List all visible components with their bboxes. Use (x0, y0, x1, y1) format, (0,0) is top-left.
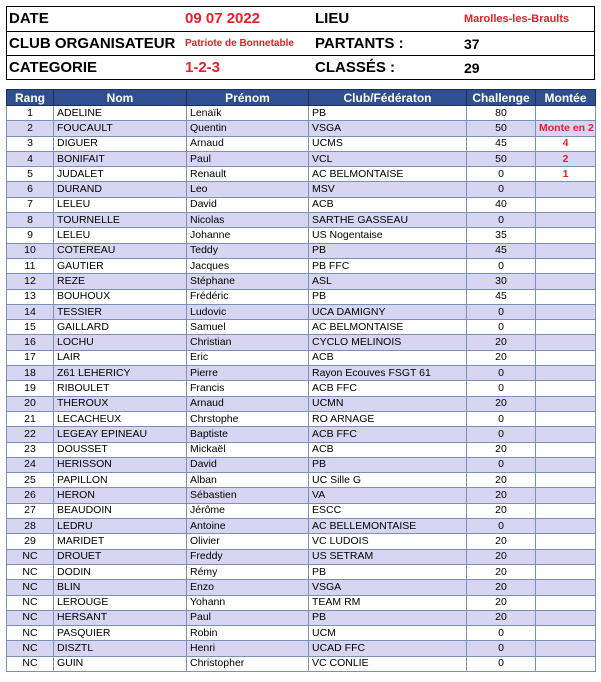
cell-rang: NC (7, 626, 54, 641)
cell-rang: 15 (7, 320, 54, 335)
cell-montee (536, 289, 596, 304)
cell-montee (536, 228, 596, 243)
column-header-challenge: Challenge (467, 90, 536, 106)
cell-rang: 21 (7, 411, 54, 426)
cell-nom: TESSIER (54, 304, 187, 319)
cell-challenge: 0 (467, 427, 536, 442)
cell-montee (536, 258, 596, 273)
cell-nom: HERSANT (54, 610, 187, 625)
cell-rang: NC (7, 656, 54, 671)
cell-prenom: Arnaud (187, 396, 309, 411)
cell-prenom: Jacques (187, 258, 309, 273)
table-row (7, 182, 596, 197)
cell-rang: 12 (7, 274, 54, 289)
cell-prenom: Ludovic (187, 304, 309, 319)
cell-rang: 25 (7, 473, 54, 488)
cell-prenom: Samuel (187, 320, 309, 335)
cell-nom: LECACHEUX (54, 411, 187, 426)
cell-nom: Z61 LEHERICY (54, 366, 187, 381)
cell-prenom: Yohann (187, 595, 309, 610)
cell-club: VC LUDOIS (309, 534, 467, 549)
table-row (7, 488, 596, 503)
table-row (7, 350, 596, 365)
cell-nom: LOCHU (54, 335, 187, 350)
cell-rang: 14 (7, 304, 54, 319)
cell-nom: DIGUER (54, 136, 187, 151)
cell-rang: 10 (7, 243, 54, 258)
table-row (7, 580, 596, 595)
table-row (7, 473, 596, 488)
cell-montee (536, 641, 596, 656)
cell-rang: NC (7, 564, 54, 579)
cell-prenom: Francis (187, 381, 309, 396)
cell-rang: 17 (7, 350, 54, 365)
cell-prenom: Alban (187, 473, 309, 488)
info-row-club (7, 31, 594, 56)
cell-prenom: Arnaud (187, 136, 309, 151)
table-row (7, 136, 596, 151)
table-row (7, 106, 596, 121)
date-label: DATE (9, 10, 49, 27)
cell-nom: THEROUX (54, 396, 187, 411)
cell-challenge: 20 (467, 534, 536, 549)
classes-label: CLASSÉS : (315, 59, 396, 76)
cell-challenge: 0 (467, 519, 536, 534)
cell-nom: GAILLARD (54, 320, 187, 335)
cell-prenom: Rémy (187, 564, 309, 579)
cell-challenge: 0 (467, 366, 536, 381)
cell-nom: BEAUDOIN (54, 503, 187, 518)
cell-rang: NC (7, 610, 54, 625)
cell-prenom: Nicolas (187, 213, 309, 228)
cell-club: SARTHE GASSEAU (309, 213, 467, 228)
cell-rang: 20 (7, 396, 54, 411)
cell-montee (536, 304, 596, 319)
cell-montee (536, 411, 596, 426)
cell-nom: COTEREAU (54, 243, 187, 258)
partants-label: PARTANTS : (315, 35, 404, 52)
cell-rang: 24 (7, 457, 54, 472)
cell-montee (536, 213, 596, 228)
cell-club: PB (309, 457, 467, 472)
cell-nom: JUDALET (54, 167, 187, 182)
cell-challenge: 20 (467, 580, 536, 595)
cell-challenge: 0 (467, 258, 536, 273)
cell-challenge: 40 (467, 197, 536, 212)
cell-nom: LEROUGE (54, 595, 187, 610)
cell-montee (536, 182, 596, 197)
cell-rang: 23 (7, 442, 54, 457)
cell-montee (536, 549, 596, 564)
cell-club: US Nogentaise (309, 228, 467, 243)
cell-prenom: Christopher (187, 656, 309, 671)
cell-challenge: 20 (467, 442, 536, 457)
cell-montee (536, 243, 596, 258)
cell-nom: LELEU (54, 228, 187, 243)
table-row (7, 595, 596, 610)
cell-rang: 22 (7, 427, 54, 442)
cell-challenge: 0 (467, 411, 536, 426)
categorie-value: 1-2-3 (185, 59, 221, 76)
cell-prenom: David (187, 457, 309, 472)
cell-rang: 2 (7, 121, 54, 136)
table-row (7, 626, 596, 641)
cell-challenge: 20 (467, 488, 536, 503)
cell-club: ESCC (309, 503, 467, 518)
table-row (7, 503, 596, 518)
table-row (7, 534, 596, 549)
cell-club: AC BELMONTAISE (309, 167, 467, 182)
cell-club: ACB FFC (309, 427, 467, 442)
table-row (7, 258, 596, 273)
cell-rang: 6 (7, 182, 54, 197)
cell-montee (536, 197, 596, 212)
cell-montee (536, 564, 596, 579)
cell-montee (536, 274, 596, 289)
cell-club: VSGA (309, 121, 467, 136)
cell-montee (536, 534, 596, 549)
cell-rang: 26 (7, 488, 54, 503)
cell-prenom: Enzo (187, 580, 309, 595)
info-row-date (7, 7, 594, 31)
cell-nom: BONIFAIT (54, 151, 187, 166)
table-row (7, 427, 596, 442)
cell-challenge: 20 (467, 396, 536, 411)
cell-nom: PASQUIER (54, 626, 187, 641)
cell-montee (536, 442, 596, 457)
cell-prenom: Renault (187, 167, 309, 182)
cell-challenge: 20 (467, 350, 536, 365)
cell-montee (536, 335, 596, 350)
cell-club: RO ARNAGE (309, 411, 467, 426)
cell-rang: 4 (7, 151, 54, 166)
cell-prenom: Teddy (187, 243, 309, 258)
cell-rang: 5 (7, 167, 54, 182)
column-header-rang: Rang (7, 90, 54, 106)
cell-club: UCAD FFC (309, 641, 467, 656)
cell-challenge: 20 (467, 595, 536, 610)
cell-nom: GUIN (54, 656, 187, 671)
cell-nom: LEGEAY EPINEAU (54, 427, 187, 442)
cell-prenom: Lenaïk (187, 106, 309, 121)
cell-prenom: Christian (187, 335, 309, 350)
cell-challenge: 0 (467, 182, 536, 197)
table-row (7, 289, 596, 304)
cell-club: PB (309, 106, 467, 121)
cell-club: PB (309, 610, 467, 625)
cell-nom: TOURNELLE (54, 213, 187, 228)
info-row-categorie (7, 55, 594, 80)
cell-nom: LEDRU (54, 519, 187, 534)
cell-prenom: Quentin (187, 121, 309, 136)
cell-challenge: 0 (467, 381, 536, 396)
table-row (7, 411, 596, 426)
cell-club: ACB FFC (309, 381, 467, 396)
column-header-club: Club/Fédératon (309, 90, 467, 106)
cell-prenom: Mickaël (187, 442, 309, 457)
cell-prenom: Paul (187, 610, 309, 625)
table-row (7, 442, 596, 457)
cell-challenge: 35 (467, 228, 536, 243)
cell-nom: REZE (54, 274, 187, 289)
cell-challenge: 20 (467, 335, 536, 350)
cell-challenge: 45 (467, 243, 536, 258)
cell-prenom: Jérôme (187, 503, 309, 518)
column-header-montee: Montée (536, 90, 596, 106)
cell-prenom: Henri (187, 641, 309, 656)
cell-montee (536, 519, 596, 534)
table-row (7, 274, 596, 289)
table-row (7, 564, 596, 579)
cell-montee (536, 106, 596, 121)
table-header-row (7, 90, 596, 106)
table-row (7, 610, 596, 625)
cell-challenge: 80 (467, 106, 536, 121)
cell-challenge: 45 (467, 289, 536, 304)
table-row (7, 151, 596, 166)
cell-prenom: Paul (187, 151, 309, 166)
cell-rang: 27 (7, 503, 54, 518)
table-row (7, 335, 596, 350)
cell-montee (536, 503, 596, 518)
partants-value: 37 (464, 36, 480, 52)
cell-rang: 11 (7, 258, 54, 273)
cell-club: VA (309, 488, 467, 503)
cell-challenge: 20 (467, 564, 536, 579)
table-row (7, 519, 596, 534)
lieu-label: LIEU (315, 10, 350, 27)
cell-club: CYCLO MELINOIS (309, 335, 467, 350)
table-row (7, 243, 596, 258)
cell-nom: DURAND (54, 182, 187, 197)
cell-challenge: 20 (467, 549, 536, 564)
table-row (7, 213, 596, 228)
cell-club: PB (309, 289, 467, 304)
results-body (7, 106, 596, 672)
categorie-label: CATEGORIE (9, 59, 98, 76)
cell-challenge: 0 (467, 457, 536, 472)
cell-challenge: 50 (467, 151, 536, 166)
cell-nom: LAIR (54, 350, 187, 365)
race-info-block (6, 6, 595, 80)
table-row (7, 457, 596, 472)
cell-montee: Monte en 2 (536, 121, 596, 136)
cell-club: AC BELLEMONTAISE (309, 519, 467, 534)
table-row (7, 121, 596, 136)
table-row (7, 396, 596, 411)
table-row (7, 228, 596, 243)
cell-nom: FOUCAULT (54, 121, 187, 136)
cell-prenom: Olivier (187, 534, 309, 549)
cell-challenge: 20 (467, 503, 536, 518)
cell-rang: 28 (7, 519, 54, 534)
cell-prenom: Robin (187, 626, 309, 641)
cell-challenge: 20 (467, 610, 536, 625)
cell-club: ACB (309, 442, 467, 457)
cell-prenom: Freddy (187, 549, 309, 564)
cell-club: UCM (309, 626, 467, 641)
cell-rang: 29 (7, 534, 54, 549)
cell-prenom: Sébastien (187, 488, 309, 503)
cell-prenom: Eric (187, 350, 309, 365)
cell-rang: NC (7, 549, 54, 564)
cell-nom: MARIDET (54, 534, 187, 549)
cell-club: VC CONLIE (309, 656, 467, 671)
cell-challenge: 0 (467, 213, 536, 228)
cell-montee (536, 656, 596, 671)
cell-club: ASL (309, 274, 467, 289)
table-row (7, 366, 596, 381)
cell-rang: 18 (7, 366, 54, 381)
cell-montee (536, 350, 596, 365)
cell-club: TEAM RM (309, 595, 467, 610)
cell-challenge: 30 (467, 274, 536, 289)
cell-prenom: Frédéric (187, 289, 309, 304)
cell-club: US SETRAM (309, 549, 467, 564)
cell-prenom: Baptiste (187, 427, 309, 442)
table-row (7, 641, 596, 656)
cell-club: AC BELMONTAISE (309, 320, 467, 335)
cell-montee: 2 (536, 151, 596, 166)
cell-challenge: 50 (467, 121, 536, 136)
cell-nom: GAUTIER (54, 258, 187, 273)
cell-nom: ADELINE (54, 106, 187, 121)
cell-challenge: 0 (467, 304, 536, 319)
cell-challenge: 0 (467, 626, 536, 641)
cell-club: UCMN (309, 396, 467, 411)
cell-nom: DROUET (54, 549, 187, 564)
cell-challenge: 0 (467, 167, 536, 182)
cell-montee (536, 488, 596, 503)
cell-club: Rayon Ecouves FSGT 61 (309, 366, 467, 381)
cell-montee (536, 381, 596, 396)
date-value: 09 07 2022 (185, 10, 261, 27)
cell-club: PB FFC (309, 258, 467, 273)
cell-club: VCL (309, 151, 467, 166)
classes-value: 29 (464, 60, 480, 76)
cell-challenge: 20 (467, 473, 536, 488)
cell-club: UC Sille G (309, 473, 467, 488)
cell-prenom: Pierre (187, 366, 309, 381)
cell-prenom: Johanne (187, 228, 309, 243)
cell-rang: 1 (7, 106, 54, 121)
cell-rang: 16 (7, 335, 54, 350)
cell-montee (536, 396, 596, 411)
cell-challenge: 0 (467, 656, 536, 671)
cell-club: ACB (309, 197, 467, 212)
cell-montee: 1 (536, 167, 596, 182)
cell-nom: HERON (54, 488, 187, 503)
cell-montee (536, 610, 596, 625)
table-row (7, 304, 596, 319)
cell-montee (536, 366, 596, 381)
cell-prenom: Leo (187, 182, 309, 197)
cell-rang: NC (7, 580, 54, 595)
cell-nom: RIBOULET (54, 381, 187, 396)
column-header-nom: Nom (54, 90, 187, 106)
cell-rang: NC (7, 595, 54, 610)
cell-challenge: 0 (467, 641, 536, 656)
cell-club: VSGA (309, 580, 467, 595)
cell-nom: BOUHOUX (54, 289, 187, 304)
club-label: CLUB ORGANISATEUR (9, 35, 176, 52)
cell-nom: LELEU (54, 197, 187, 212)
cell-nom: PAPILLON (54, 473, 187, 488)
cell-prenom: Chrstophe (187, 411, 309, 426)
cell-club: UCA DAMIGNY (309, 304, 467, 319)
cell-prenom: David (187, 197, 309, 212)
table-row (7, 197, 596, 212)
cell-rang: 9 (7, 228, 54, 243)
cell-prenom: Stéphane (187, 274, 309, 289)
cell-nom: DODIN (54, 564, 187, 579)
cell-montee (536, 595, 596, 610)
cell-rang: 19 (7, 381, 54, 396)
cell-montee (536, 626, 596, 641)
cell-montee (536, 473, 596, 488)
cell-nom: DISZTL (54, 641, 187, 656)
cell-rang: NC (7, 641, 54, 656)
cell-montee (536, 427, 596, 442)
cell-club: UCMS (309, 136, 467, 151)
table-row (7, 320, 596, 335)
club-value: Patriote de Bonnetable (185, 38, 294, 49)
cell-club: ACB (309, 350, 467, 365)
cell-montee: 4 (536, 136, 596, 151)
cell-rang: 13 (7, 289, 54, 304)
cell-prenom: Antoine (187, 519, 309, 534)
cell-rang: 7 (7, 197, 54, 212)
cell-club: MSV (309, 182, 467, 197)
cell-montee (536, 320, 596, 335)
cell-nom: DOUSSET (54, 442, 187, 457)
cell-nom: HERISSON (54, 457, 187, 472)
lieu-value: Marolles-les-Braults (464, 13, 570, 25)
table-row (7, 656, 596, 671)
cell-club: PB (309, 243, 467, 258)
table-row (7, 167, 596, 182)
cell-nom: BLIN (54, 580, 187, 595)
cell-challenge: 45 (467, 136, 536, 151)
cell-montee (536, 580, 596, 595)
cell-club: PB (309, 564, 467, 579)
column-header-prenom: Prénom (187, 90, 309, 106)
results-table (6, 89, 596, 672)
cell-montee (536, 457, 596, 472)
table-row (7, 549, 596, 564)
cell-rang: 8 (7, 213, 54, 228)
cell-rang: 3 (7, 136, 54, 151)
cell-challenge: 0 (467, 320, 536, 335)
table-row (7, 381, 596, 396)
